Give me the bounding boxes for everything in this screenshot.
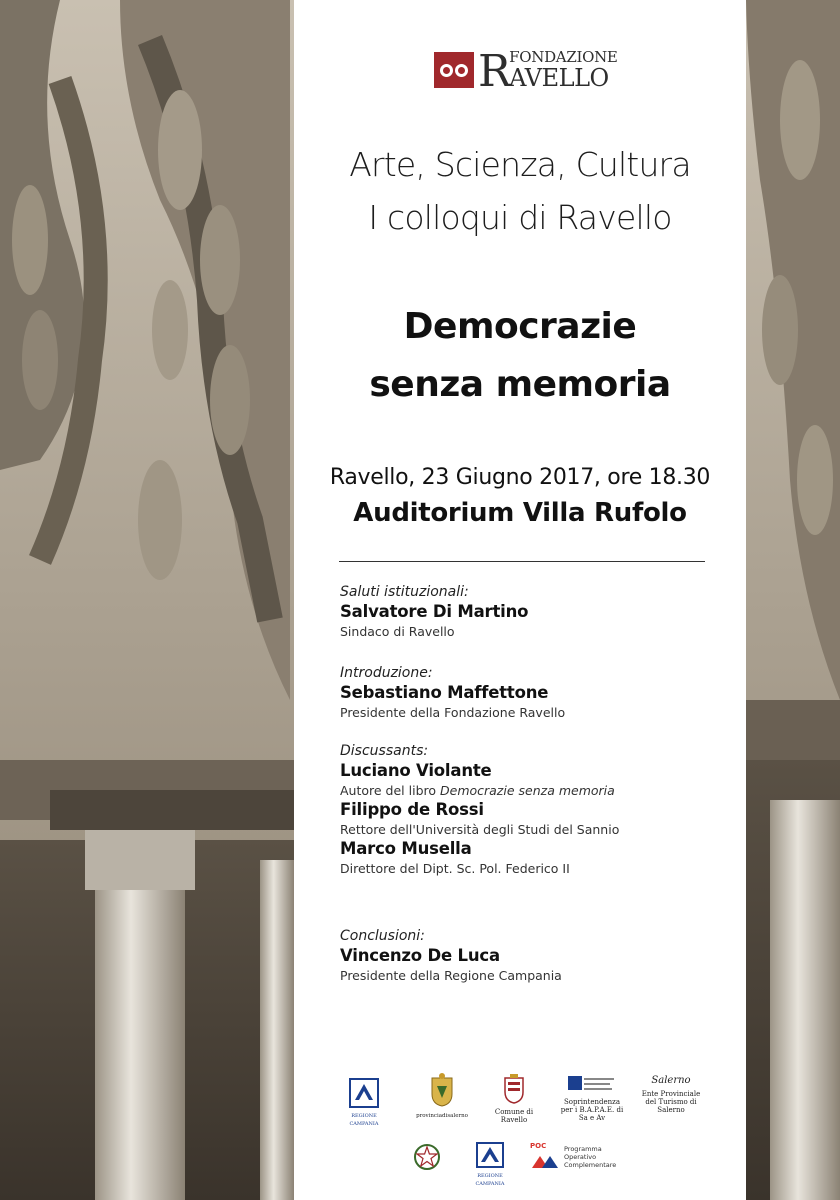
- provincia-salerno-logo: provinciadisalerno: [412, 1072, 472, 1120]
- italian-republic-emblem: [412, 1142, 442, 1176]
- campania-crest-icon: [476, 1142, 504, 1168]
- logo-top-text: FONDAZIONE: [509, 48, 618, 66]
- section-label: Introduzione:: [340, 665, 433, 681]
- event-venue: Auditorium Villa Rufolo: [353, 498, 687, 528]
- speaker-role: Presidente della Fondazione Ravello: [340, 705, 566, 720]
- speaker-name: Marco Musella: [340, 839, 472, 858]
- speaker-role: Rettore dell'Università degli Studi del Sannio: [340, 822, 620, 837]
- ept-brand: Salerno: [651, 1075, 691, 1086]
- speaker-name: Sebastiano Maffettone: [340, 683, 549, 702]
- program-discussants: [340, 742, 720, 877]
- speaker-role: Sindaco di Ravello: [340, 624, 455, 639]
- poc-logo: POC Programma Operativo Complementare: [530, 1142, 630, 1172]
- speaker-role: Presidente della Regione Campania: [340, 968, 562, 983]
- event-title-line2: senza memoria: [369, 364, 671, 405]
- soprintendenza-logo: Soprintendenza per i B.A.P.A.E. di Sa e Av: [558, 1074, 626, 1122]
- ministry-icon: [568, 1074, 616, 1094]
- campania-crest-icon: [349, 1078, 379, 1108]
- logo-initial: R: [478, 46, 512, 97]
- regione-campania-logo: REGIONE CAMPANIA: [342, 1078, 386, 1128]
- speaker-name: Luciano Violante: [340, 761, 492, 780]
- event-date: Ravello, 23 Giugno 2017, ore 18.30: [329, 465, 711, 490]
- book-title: Democrazie senza memoria: [440, 783, 615, 798]
- divider: [339, 561, 705, 562]
- ept-salerno-logo: Salerno Ente Provinciale del Turismo di Salerno: [638, 1072, 704, 1114]
- series-title-line1: Arte, Scienza, Cultura: [349, 145, 691, 184]
- comune-crest-icon: [503, 1074, 525, 1104]
- speaker-name: Filippo de Rossi: [340, 800, 484, 819]
- poster-panel: [294, 0, 746, 1200]
- republic-star-icon: [413, 1142, 441, 1172]
- fondazione-ravello-logo: [434, 46, 618, 97]
- series-title-line2: I colloqui di Ravello: [368, 198, 672, 237]
- regione-campania-logo-2: REGIONE CAMPANIA: [470, 1142, 510, 1188]
- comune-ravello-logo: Comune di Ravello: [492, 1074, 536, 1124]
- logo-bottom-text: AVELLO: [509, 64, 609, 92]
- logo-mark-icon: [434, 52, 474, 88]
- program-intro: [340, 664, 720, 721]
- speaker-name: Vincenzo De Luca: [340, 946, 500, 965]
- speaker-role: [340, 782, 720, 799]
- speaker-name: Salvatore Di Martino: [340, 602, 529, 621]
- section-label: Conclusioni:: [340, 928, 425, 944]
- program-welcome: [340, 583, 720, 640]
- provincia-crest-icon: [428, 1072, 456, 1108]
- poc-brand: POC: [530, 1142, 547, 1150]
- event-title-line1: Democrazie: [403, 306, 637, 347]
- program-conclusions: [340, 927, 720, 984]
- section-label: Saluti istituzionali:: [340, 584, 469, 600]
- section-label: Discussants:: [340, 743, 429, 759]
- speaker-role: Direttore del Dipt. Sc. Pol. Federico II: [340, 861, 570, 876]
- speaker-role-prefix: Autore del libro: [340, 783, 440, 798]
